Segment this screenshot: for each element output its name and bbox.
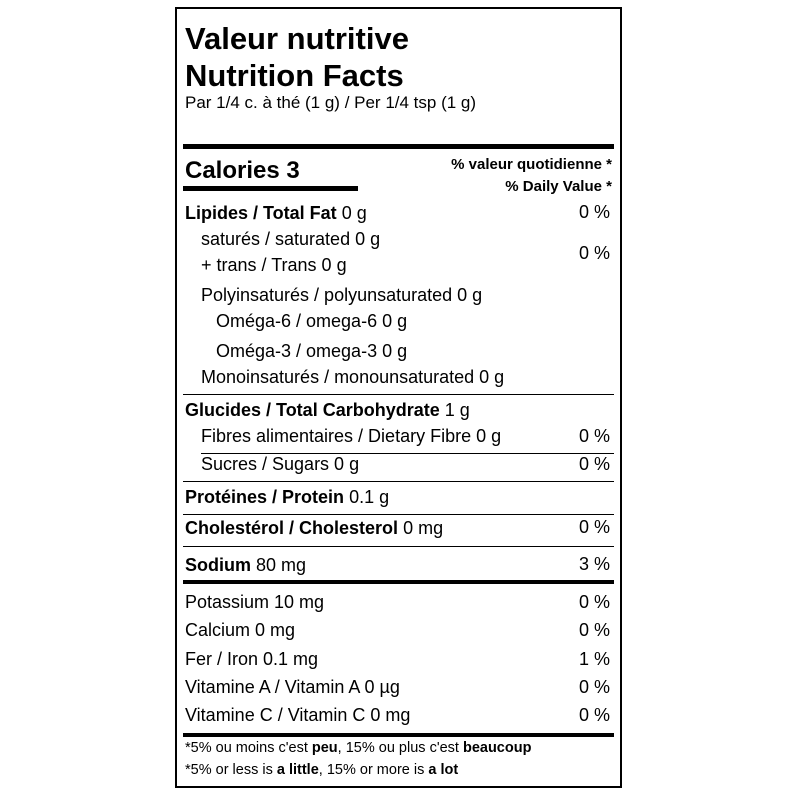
title-french: Valeur nutritive bbox=[185, 21, 409, 56]
calories-value: 3 bbox=[286, 157, 300, 184]
divider bbox=[183, 394, 614, 395]
sodium-amount: 80 mg bbox=[256, 555, 307, 575]
footnote-text: , 15% or more is bbox=[318, 762, 429, 778]
saturated-trans-dv: 0 % bbox=[578, 243, 610, 263]
protein-label: Protéines / Protein bbox=[185, 487, 345, 507]
divider bbox=[183, 514, 614, 515]
title-english: Nutrition Facts bbox=[185, 58, 404, 93]
vitamin-a-dv: 0 % bbox=[578, 677, 610, 697]
sodium-row bbox=[185, 556, 306, 574]
saturated-row: saturés / saturated 0 g bbox=[201, 229, 381, 249]
calcium-row: Calcium 0 mg bbox=[185, 620, 296, 640]
footnote-text: *5% ou moins c'est bbox=[185, 740, 312, 756]
footnote-text: , 15% ou plus c'est bbox=[337, 740, 463, 756]
sodium-label: Sodium bbox=[185, 555, 251, 575]
divider bbox=[183, 546, 614, 547]
divider-thick bbox=[183, 733, 614, 737]
omega6-row: Oméga-6 / omega-6 0 g bbox=[216, 311, 408, 331]
monounsaturated-row: Monoinsaturés / monounsaturated 0 g bbox=[201, 367, 505, 387]
daily-value-header-en: % Daily Value * bbox=[505, 178, 612, 195]
fat-row bbox=[185, 204, 367, 222]
vitamin-c-row: Vitamine C / Vitamin C 0 mg bbox=[185, 705, 411, 725]
footnote-bold: a lot bbox=[428, 762, 459, 778]
protein-row bbox=[185, 488, 389, 506]
sugars-row: Sucres / Sugars 0 g bbox=[201, 454, 360, 474]
fat-label: Lipides / Total Fat bbox=[185, 203, 337, 223]
trans-row: + trans / Trans 0 g bbox=[201, 255, 347, 275]
daily-value-header-fr: % valeur quotidienne * bbox=[451, 156, 612, 173]
footnote-english bbox=[185, 763, 458, 778]
fibre-dv: 0 % bbox=[578, 426, 610, 446]
fat-amount: 0 g bbox=[341, 203, 367, 223]
carbohydrate-row bbox=[185, 401, 470, 419]
cholesterol-dv: 0 % bbox=[578, 517, 610, 537]
nutrition-facts-label bbox=[175, 7, 622, 788]
footnote-text: *5% or less is bbox=[185, 762, 277, 778]
footnote-bold: a little bbox=[276, 762, 319, 778]
potassium-dv: 0 % bbox=[578, 592, 610, 612]
cholesterol-amount: 0 mg bbox=[403, 518, 444, 538]
carbohydrate-amount: 1 g bbox=[444, 400, 470, 420]
iron-row: Fer / Iron 0.1 mg bbox=[185, 649, 319, 669]
divider-thick bbox=[183, 580, 614, 584]
divider-thick bbox=[183, 144, 614, 149]
sodium-dv: 3 % bbox=[578, 554, 610, 574]
footnote-french bbox=[185, 741, 531, 756]
potassium-row: Potassium 10 mg bbox=[185, 592, 325, 612]
polyunsaturated-row: Polyinsaturés / polyunsaturated 0 g bbox=[201, 285, 483, 305]
serving-size: Par 1/4 c. à thé (1 g) / Per 1/4 tsp (1 g) bbox=[185, 93, 477, 112]
footnote-bold: beaucoup bbox=[462, 740, 532, 756]
divider bbox=[183, 481, 614, 482]
footnote-bold: peu bbox=[311, 740, 338, 756]
protein-amount: 0.1 g bbox=[349, 487, 390, 507]
calories-underline bbox=[183, 186, 358, 191]
carbohydrate-label: Glucides / Total Carbohydrate bbox=[185, 400, 440, 420]
fat-dv: 0 % bbox=[578, 202, 610, 222]
calcium-dv: 0 % bbox=[578, 620, 610, 640]
calories-row bbox=[185, 159, 300, 183]
vitamin-c-dv: 0 % bbox=[578, 705, 610, 725]
iron-dv: 1 % bbox=[578, 649, 610, 669]
vitamin-a-row: Vitamine A / Vitamin A 0 µg bbox=[185, 677, 400, 697]
omega3-row: Oméga-3 / omega-3 0 g bbox=[216, 341, 408, 361]
cholesterol-row bbox=[185, 519, 443, 537]
cholesterol-label: Cholestérol / Cholesterol bbox=[185, 518, 399, 538]
fibre-row: Fibres alimentaires / Dietary Fibre 0 g bbox=[201, 426, 502, 446]
sugars-dv: 0 % bbox=[578, 454, 610, 474]
calories-label: Calories bbox=[185, 157, 280, 184]
